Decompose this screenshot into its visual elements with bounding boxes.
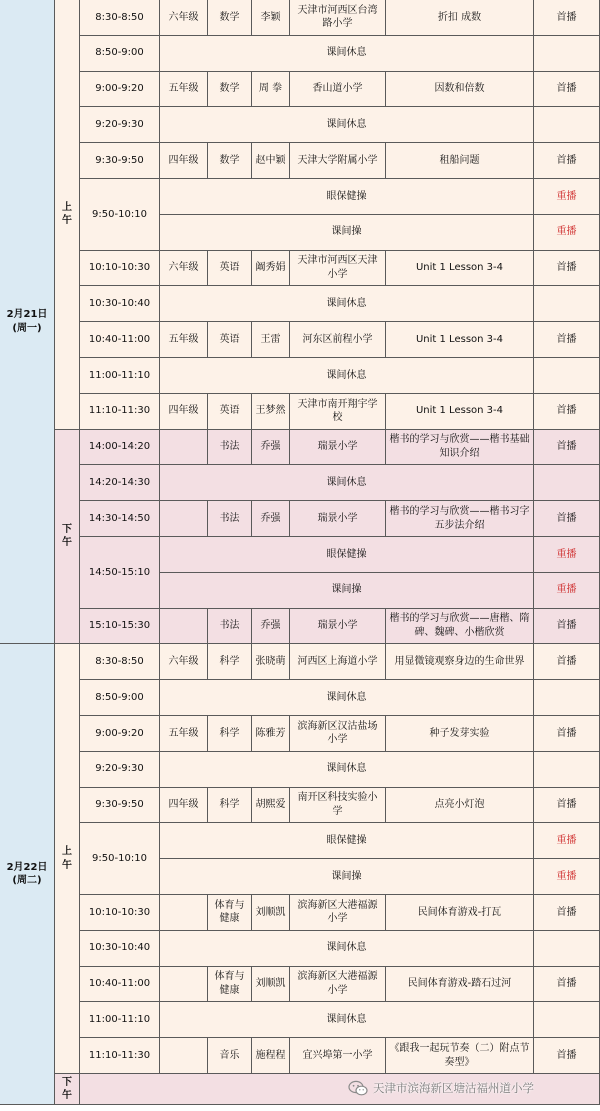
status-cell: 首播	[534, 72, 600, 108]
break-cell: 课间休息	[160, 931, 534, 967]
day-cell	[0, 644, 55, 1105]
subject-cell: 英语	[208, 322, 252, 358]
grade-cell	[160, 967, 208, 1003]
time-cell: 11:00-11:10	[80, 358, 160, 394]
teacher-cell: 乔强	[252, 501, 290, 537]
school-cell: 宜兴埠第一小学	[290, 1038, 386, 1074]
topic-cell: 租船问题	[386, 143, 534, 179]
teacher-cell: 陈雅芳	[252, 716, 290, 752]
segment-label: 上午	[55, 644, 80, 1074]
status-cell: 首播	[534, 143, 600, 179]
time-cell: 9:20-9:30	[80, 752, 160, 788]
school-cell: 河西区上海道小学	[290, 644, 386, 680]
status-cell: 首播	[534, 251, 600, 287]
teacher-cell: 赵中颖	[252, 143, 290, 179]
break-cell: 课间休息	[160, 465, 534, 501]
school-cell: 天津大学附属小学	[290, 143, 386, 179]
status-cell: 首播	[534, 967, 600, 1003]
school-cell: 瑞景小学	[290, 609, 386, 645]
time-cell: 15:10-15:30	[80, 609, 160, 645]
subject-cell: 英语	[208, 394, 252, 430]
grade-cell	[160, 895, 208, 931]
day-date: 2月22日	[6, 861, 48, 873]
school-cell: 滨海新区大港福源小学	[290, 967, 386, 1003]
school-cell: 滨海新区大港福源小学	[290, 895, 386, 931]
segment-label: 上午	[55, 0, 80, 430]
teacher-cell: 胡熙爱	[252, 788, 290, 824]
time-cell: 11:00-11:10	[80, 1002, 160, 1038]
status-cell: 首播	[534, 394, 600, 430]
subject-cell: 科学	[208, 788, 252, 824]
status-cell: 首播	[534, 430, 600, 466]
time-cell: 9:20-9:30	[80, 107, 160, 143]
status-cell	[534, 36, 600, 72]
subject-cell: 数学	[208, 0, 252, 36]
status-cell	[534, 931, 600, 967]
status-cell: 重播	[534, 537, 600, 573]
teacher-cell: 张晓萌	[252, 644, 290, 680]
day-cell	[0, 0, 55, 644]
status-cell	[534, 358, 600, 394]
status-cell: 首播	[534, 0, 600, 36]
teacher-cell: 刘顺凯	[252, 895, 290, 931]
status-cell	[534, 465, 600, 501]
teacher-cell: 乔强	[252, 430, 290, 466]
topic-cell: 点亮小灯泡	[386, 788, 534, 824]
time-cell: 10:10-10:30	[80, 251, 160, 287]
time-cell: 9:00-9:20	[80, 72, 160, 108]
time-cell: 10:30-10:40	[80, 931, 160, 967]
segment-label: 下午	[55, 430, 80, 645]
time-cell: 14:30-14:50	[80, 501, 160, 537]
teacher-cell: 王雷	[252, 322, 290, 358]
status-cell: 重播	[534, 859, 600, 895]
topic-cell: 楷书的学习与欣赏——楷书基础知识介绍	[386, 430, 534, 466]
status-cell: 首播	[534, 609, 600, 645]
school-cell: 河东区前程小学	[290, 322, 386, 358]
time-cell: 10:40-11:00	[80, 322, 160, 358]
teacher-cell: 刘顺凯	[252, 967, 290, 1003]
time-cell: 9:00-9:20	[80, 716, 160, 752]
subject-cell: 科学	[208, 644, 252, 680]
teacher-cell: 施程程	[252, 1038, 290, 1074]
school-cell: 香山道小学	[290, 72, 386, 108]
topic-cell: 用显微镜观察身边的生命世界	[386, 644, 534, 680]
time-cell: 11:10-11:30	[80, 394, 160, 430]
grade-cell	[160, 1038, 208, 1074]
grade-cell: 五年级	[160, 72, 208, 108]
teacher-cell: 阚秀娟	[252, 251, 290, 287]
time-cell: 9:30-9:50	[80, 143, 160, 179]
school-cell: 南开区科技实验小学	[290, 788, 386, 824]
school-cell: 瑞景小学	[290, 430, 386, 466]
topic-cell: 楷书的学习与欣赏——楷书习字五步法介绍	[386, 501, 534, 537]
school-cell: 天津市河西区台湾路小学	[290, 0, 386, 36]
time-cell: 14:20-14:30	[80, 465, 160, 501]
time-cell: 14:50-15:10	[80, 537, 160, 609]
break-cell: 课间操	[160, 859, 534, 895]
status-cell: 首播	[534, 501, 600, 537]
time-cell: 8:30-8:50	[80, 644, 160, 680]
subject-cell: 音乐	[208, 1038, 252, 1074]
subject-cell: 书法	[208, 430, 252, 466]
teacher-cell: 王梦然	[252, 394, 290, 430]
grade-cell: 六年级	[160, 251, 208, 287]
status-cell: 首播	[534, 644, 600, 680]
status-cell: 重播	[534, 823, 600, 859]
topic-cell: 民间体育游戏-打瓦	[386, 895, 534, 931]
teacher-cell: 乔强	[252, 609, 290, 645]
break-cell: 眼保健操	[160, 179, 534, 215]
subject-cell: 数学	[208, 72, 252, 108]
status-cell: 首播	[534, 895, 600, 931]
grade-cell	[160, 609, 208, 645]
topic-cell: 种子发芽实验	[386, 716, 534, 752]
subject-cell: 数学	[208, 143, 252, 179]
break-cell: 课间休息	[160, 1002, 534, 1038]
time-cell: 14:00-14:20	[80, 430, 160, 466]
break-cell: 课间休息	[160, 680, 534, 716]
time-cell: 10:30-10:40	[80, 286, 160, 322]
segment-label: 下午	[55, 1074, 80, 1105]
status-cell: 首播	[534, 788, 600, 824]
day-weekday: (周一)	[12, 322, 42, 334]
topic-cell: 折扣 成数	[386, 0, 534, 36]
watermark-text: 天津市滨海新区塘沽福州道小学	[373, 1081, 534, 1095]
status-cell: 首播	[534, 322, 600, 358]
status-cell	[534, 752, 600, 788]
break-cell: 课间休息	[160, 752, 534, 788]
grade-cell: 五年级	[160, 322, 208, 358]
subject-cell: 书法	[208, 609, 252, 645]
time-cell: 9:30-9:50	[80, 788, 160, 824]
topic-cell: 民间体育游戏-踏石过河	[386, 967, 534, 1003]
watermark	[348, 1077, 598, 1099]
topic-cell: 《跟我一起玩节奏（二）附点节奏型》	[386, 1038, 534, 1074]
status-cell: 重播	[534, 573, 600, 609]
time-cell: 11:10-11:30	[80, 1038, 160, 1074]
subject-cell: 科学	[208, 716, 252, 752]
subject-cell: 书法	[208, 501, 252, 537]
grade-cell: 六年级	[160, 644, 208, 680]
status-cell: 首播	[534, 716, 600, 752]
topic-cell: 楷书的学习与欣赏——唐楷、隋碑、魏碑、小楷欣赏	[386, 609, 534, 645]
status-cell	[534, 680, 600, 716]
topic-cell: Unit 1 Lesson 3-4	[386, 251, 534, 287]
subject-cell: 体育与健康	[208, 895, 252, 931]
grade-cell: 五年级	[160, 716, 208, 752]
subject-cell: 英语	[208, 251, 252, 287]
grade-cell: 四年级	[160, 394, 208, 430]
status-cell	[534, 286, 600, 322]
school-cell: 瑞景小学	[290, 501, 386, 537]
break-cell: 课间休息	[160, 286, 534, 322]
school-cell: 滨海新区汉沽盐场小学	[290, 716, 386, 752]
time-cell: 9:50-10:10	[80, 179, 160, 251]
time-cell: 8:50-9:00	[80, 680, 160, 716]
school-cell: 天津市南开翔宇学校	[290, 394, 386, 430]
grade-cell: 四年级	[160, 143, 208, 179]
topic-cell: Unit 1 Lesson 3-4	[386, 322, 534, 358]
day-date: 2月21日	[6, 309, 48, 321]
break-cell: 课间休息	[160, 107, 534, 143]
break-cell: 课间休息	[160, 36, 534, 72]
break-cell: 课间操	[160, 215, 534, 251]
status-cell: 重播	[534, 179, 600, 215]
status-cell	[534, 1002, 600, 1038]
topic-cell: Unit 1 Lesson 3-4	[386, 394, 534, 430]
break-cell: 课间休息	[160, 358, 534, 394]
break-cell: 眼保健操	[160, 537, 534, 573]
time-cell: 8:50-9:00	[80, 36, 160, 72]
teacher-cell: 周 拳	[252, 72, 290, 108]
time-cell: 9:50-10:10	[80, 823, 160, 895]
wechat-icon	[348, 1080, 368, 1097]
grade-cell	[160, 430, 208, 466]
subject-cell: 体育与健康	[208, 967, 252, 1003]
day-weekday: (周二)	[12, 875, 42, 887]
grade-cell	[160, 501, 208, 537]
teacher-cell: 李颖	[252, 0, 290, 36]
topic-cell: 因数和倍数	[386, 72, 534, 108]
time-cell: 8:30-8:50	[80, 0, 160, 36]
time-cell: 10:40-11:00	[80, 967, 160, 1003]
break-cell: 眼保健操	[160, 823, 534, 859]
school-cell: 天津市河西区天津小学	[290, 251, 386, 287]
status-cell	[534, 107, 600, 143]
grade-cell: 四年级	[160, 788, 208, 824]
time-cell: 10:10-10:30	[80, 895, 160, 931]
break-cell: 课间操	[160, 573, 534, 609]
status-cell: 首播	[534, 1038, 600, 1074]
grade-cell: 六年级	[160, 0, 208, 36]
status-cell: 重播	[534, 215, 600, 251]
